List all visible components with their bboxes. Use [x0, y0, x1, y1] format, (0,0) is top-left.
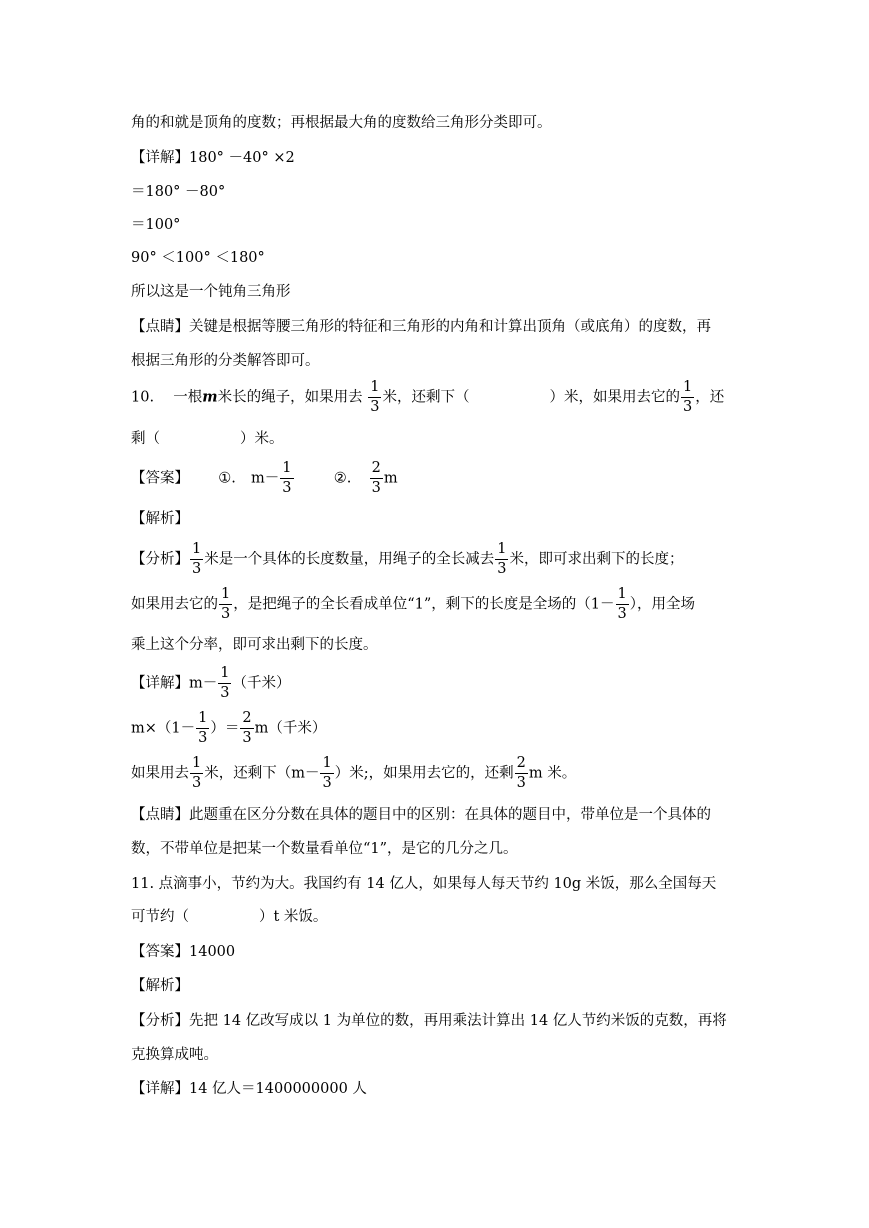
fraction-one-third: $\frac{1}{3}$ — [221, 586, 231, 623]
conclusion-line: 所以这是一个钝角三角形 — [131, 284, 291, 300]
fraction-one-third: $\frac{1}{3}$ — [198, 710, 208, 747]
answer-text: m－ — [251, 470, 280, 487]
analysis-text: 米是一个具体的长度数量，用绳子的全长减去 — [204, 551, 495, 568]
question-11-line-1: 11. 点滴事小，节约为大。我国约有 14 亿人，如果每人每天节约 10g 米饭，那么全国每天 — [131, 876, 717, 892]
analysis-heading: 【解析】 — [131, 978, 189, 994]
calc-line: ＝100° — [131, 217, 181, 233]
calc-line: ＝180° －80° — [131, 184, 226, 200]
question-10-line-1 — [131, 380, 724, 415]
question-text: 一根 — [173, 389, 203, 406]
detail-text: m（千米） — [254, 720, 327, 737]
choice-marker: ②. — [333, 470, 352, 487]
analysis-text: 米，即可求出剩下的长度； — [509, 551, 684, 568]
fraction-one-third: $\frac{1}{3}$ — [370, 379, 380, 416]
question-11-line-2 — [131, 910, 327, 925]
key-point-line: 根据三角形的分类解答即可。 — [131, 353, 320, 369]
key-point-line: 【点睛】此题重在区分分数在具体的题目中的区别：在具体的题目中，带单位是一个具体的 — [131, 807, 711, 823]
question-number: 10. — [131, 389, 155, 406]
analysis-text: ），用全场 — [629, 596, 695, 613]
question-text: ）米。 — [240, 431, 284, 447]
question-text: 米长的绳子，如果用去 — [217, 389, 363, 406]
question-text: 剩（ — [131, 431, 160, 447]
fraction-one-third: $\frac{1}{3}$ — [322, 755, 332, 792]
fraction-two-thirds: $\frac{2}{3}$ — [242, 710, 252, 747]
detail-text: m 米。 — [528, 765, 577, 782]
calc-line: 90° ＜100° ＜180° — [131, 250, 265, 266]
fraction-one-third: $\frac{1}{3}$ — [617, 586, 627, 623]
analysis-line: 克换算成吨。 — [131, 1047, 218, 1063]
detail-text: m－ — [189, 675, 218, 692]
question-text: ，还 — [695, 389, 725, 406]
analysis-heading: 【解析】 — [131, 511, 189, 527]
analysis-line-3: 乘上这个分率，即可求出剩下的长度。 — [131, 637, 378, 653]
analysis-text: ，是把绳子的全长看成单位“1”，剩下的长度是全场的（1－ — [233, 596, 615, 613]
analysis-line-2 — [131, 587, 695, 622]
fraction-two-thirds: $\frac{2}{3}$ — [516, 755, 526, 792]
detail-text: 米，还剩下（m－ — [204, 765, 320, 782]
analysis-text: 如果用去它的 — [131, 596, 218, 613]
question-10-line-2 — [131, 432, 284, 447]
detail-row-2 — [131, 711, 326, 746]
detail-label: 【详解】 — [131, 675, 189, 692]
key-point-line: 【点睛】关键是根据等腰三角形的特征和三角形的内角和计算出顶角（或底角）的度数，再 — [131, 319, 711, 335]
analysis-line-1 — [131, 542, 683, 577]
question-text: ）米，如果用去它的 — [549, 389, 680, 406]
fraction-one-third: $\frac{1}{3}$ — [220, 665, 230, 702]
analysis-line: 【分析】先把 14 亿改写成以 1 为单位的数，再用乘法计算出 14 亿人节约米饭的克数，再将 — [131, 1013, 727, 1029]
detail-text: ）米;，如果用去它的，还剩 — [334, 765, 514, 782]
question-text: 米，还剩下（ — [382, 389, 470, 406]
detail-text: 如果用去 — [131, 765, 189, 782]
detail-line: 【详解】180° －40° ×2 — [131, 150, 295, 166]
answer-11: 【答案】14000 — [131, 944, 236, 960]
answer-10 — [131, 461, 398, 496]
detail-line: 【详解】14 亿人＝1400000000 人 — [131, 1081, 367, 1097]
detail-text: ）＝ — [210, 720, 240, 737]
question-text: 可节约（ — [131, 909, 189, 925]
detail-row-3 — [131, 756, 576, 791]
detail-text: （千米） — [232, 675, 291, 692]
answer-label: 【答案】 — [131, 470, 189, 487]
detail-text: m×（1－ — [131, 720, 196, 737]
text-line: 角的和就是顶角的度数；再根据最大角的度数给三角形分类即可。 — [131, 115, 552, 131]
detail-row-1 — [131, 666, 290, 701]
fraction-one-third: $\frac{1}{3}$ — [192, 541, 202, 578]
fraction-one-third: $\frac{1}{3}$ — [497, 541, 507, 578]
choice-marker: ①. — [218, 470, 236, 487]
variable-m: m — [202, 388, 218, 406]
answer-text: m — [383, 470, 398, 487]
fraction-one-third: $\frac{1}{3}$ — [282, 460, 292, 497]
fraction-one-third: $\frac{1}{3}$ — [192, 755, 202, 792]
fraction-two-thirds: $\frac{2}{3}$ — [371, 460, 381, 497]
analysis-label: 【分析】 — [131, 551, 189, 568]
fraction-one-third: $\frac{1}{3}$ — [682, 379, 693, 416]
key-point-line: 数，不带单位是把某一个数量看单位“1”，是它的几分之几。 — [131, 841, 518, 857]
question-text: ）t 米饭。 — [259, 909, 328, 925]
